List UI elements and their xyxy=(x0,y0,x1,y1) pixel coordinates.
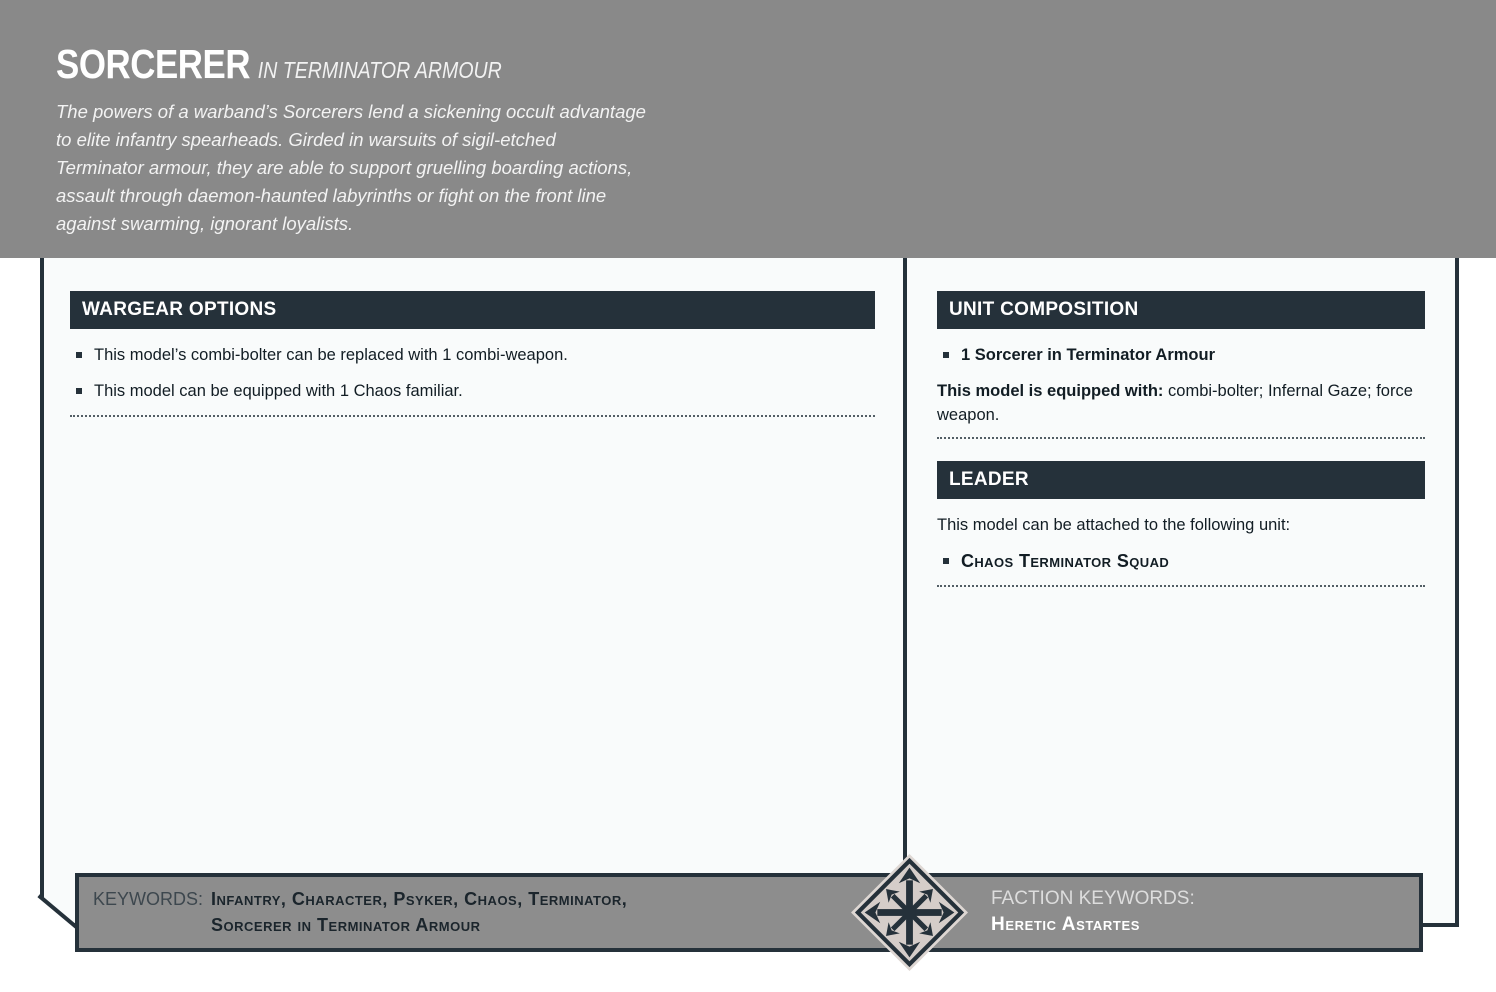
keywords-values: Infantry, Character, Psyker, Chaos, Terminator, Sorcerer in Terminator Armour xyxy=(211,889,628,935)
leader-intro: This model can be attached to the following unit: xyxy=(937,516,1291,534)
unit-subtitle: IN TERMINATOR ARMOUR xyxy=(257,57,502,83)
wargear-option-text: This model’s combi-bolter can be replaced with 1 combi-weapon. xyxy=(94,346,568,364)
equipped-label: This model is equipped with: xyxy=(937,382,1164,400)
keywords-bar xyxy=(75,873,1423,952)
leader-title: LEADER xyxy=(949,469,1029,490)
faction-keywords-value: Heretic Astartes xyxy=(991,914,1140,935)
page-title xyxy=(56,41,502,87)
leader-unit-text: Chaos Terminator Squad xyxy=(961,551,1170,571)
bullet-square-icon xyxy=(943,352,949,358)
wargear-options-list xyxy=(70,343,875,403)
equipped-paragraph xyxy=(937,379,1425,427)
list-item xyxy=(937,343,1425,367)
list-item xyxy=(70,379,875,403)
wargear-options-title: WARGEAR OPTIONS xyxy=(82,299,277,320)
leader-units-list xyxy=(937,549,1425,573)
unit-composition-title: UNIT COMPOSITION xyxy=(949,299,1139,320)
bullet-square-icon xyxy=(943,558,949,564)
dotted-divider xyxy=(937,585,1425,587)
list-item xyxy=(937,549,1425,573)
bullet-square-icon xyxy=(76,388,82,394)
column-divider xyxy=(903,258,907,873)
unit-composition-list xyxy=(937,343,1425,367)
chaos-star-icon xyxy=(851,854,968,971)
leader-section xyxy=(937,461,1425,587)
header-band xyxy=(0,0,1496,258)
unit-name: SORCERER xyxy=(56,41,251,87)
leader-header xyxy=(937,461,1425,499)
dotted-divider xyxy=(70,415,875,417)
equipped-text: combi-bolter; Infernal Gaze; force weapon. xyxy=(937,382,1413,424)
unit-composition-header xyxy=(937,291,1425,329)
keywords-label: KEYWORDS: xyxy=(93,889,204,909)
unit-composition-text: 1 Sorcerer in Terminator Armour xyxy=(961,346,1215,364)
wargear-options-section xyxy=(70,291,875,417)
right-column xyxy=(937,291,1425,587)
wargear-options-header xyxy=(70,291,875,329)
list-item xyxy=(70,343,875,367)
wargear-option-text: This model can be equipped with 1 Chaos familiar. xyxy=(94,382,463,400)
bullet-square-icon xyxy=(76,352,82,358)
faction-keywords-block xyxy=(991,886,1195,938)
keywords-block xyxy=(93,886,691,938)
faction-keywords-label: FACTION KEYWORDS: xyxy=(991,888,1195,909)
flavor-text: The powers of a warband’s Sorcerers lend a sickening occult advantage to elite infantry spearheads. Girded in warsuits of sigil-etched Terminator armour, they are able to support gruelling boarding actions, assault through daemon-haunted labyrinths or fight on the front line against swarming, ignorant loyalists. xyxy=(56,101,646,234)
dotted-divider xyxy=(937,437,1425,439)
